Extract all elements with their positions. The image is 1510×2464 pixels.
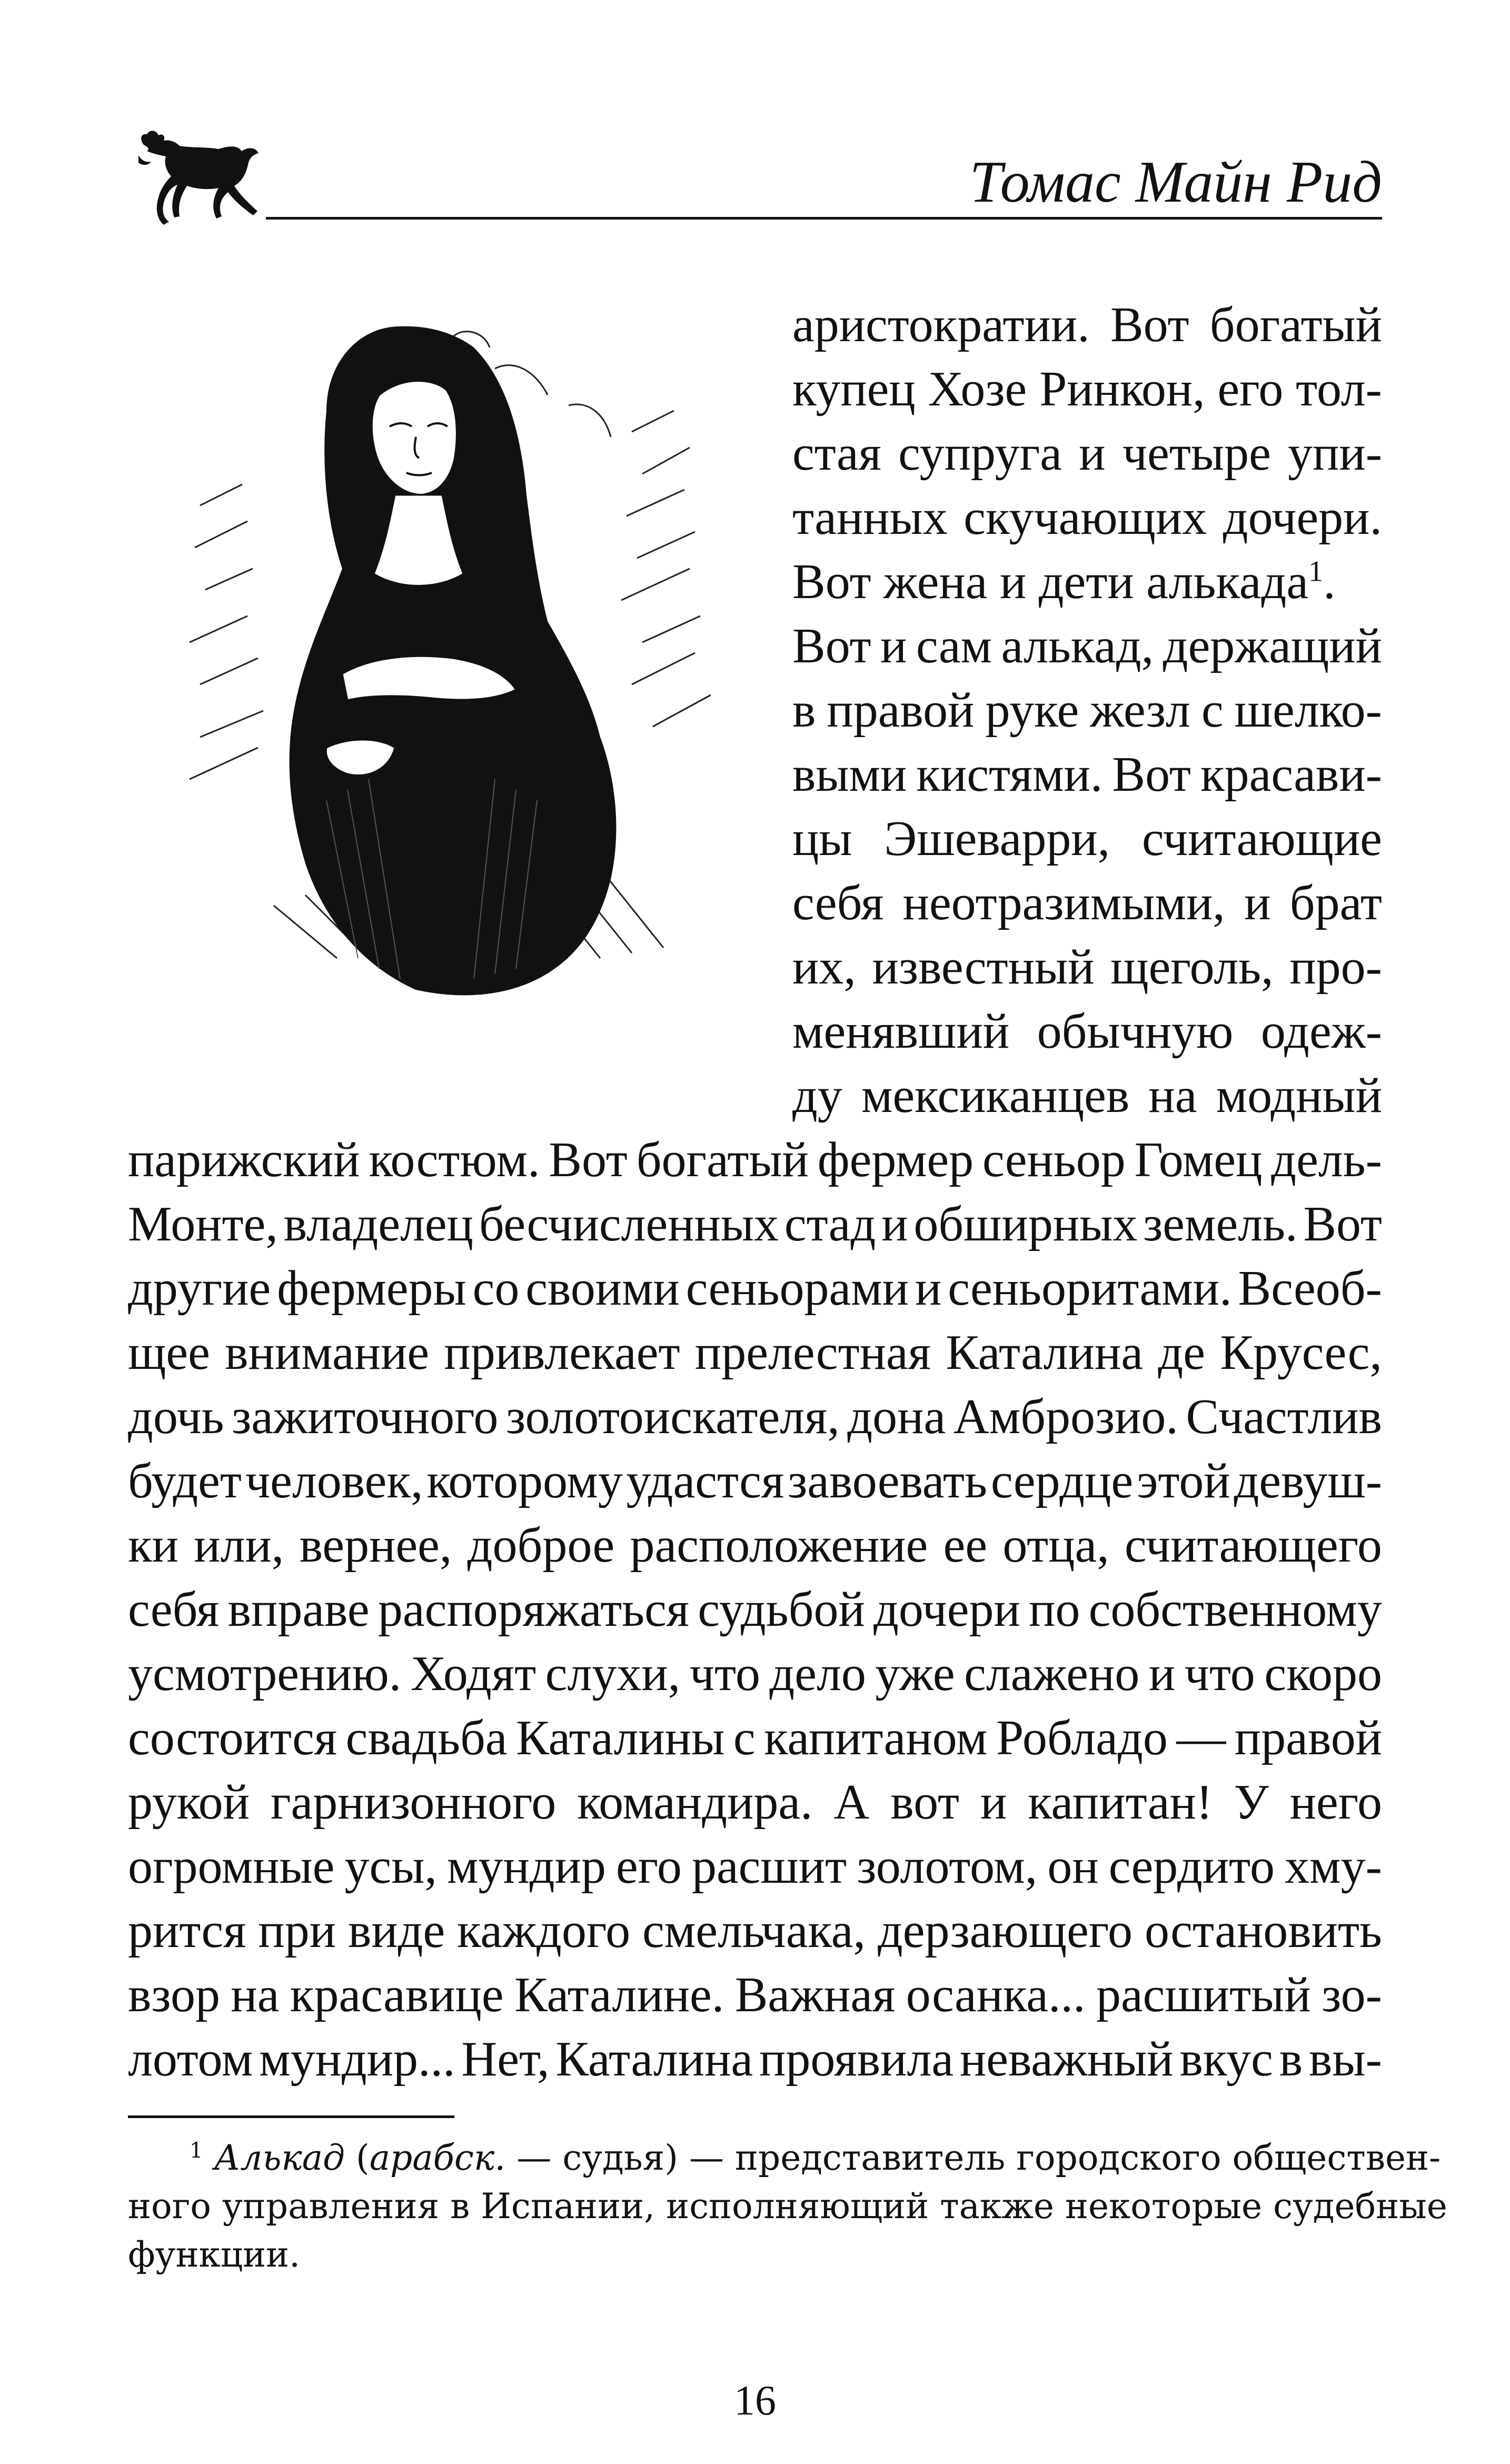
- text-line: лотом мундир... Нет, Каталина проявила неважный вкус в вы-: [128, 2032, 1382, 2087]
- text-line: парижский костюм. Вот богатый фермер сеньор Гомец дель-: [128, 1132, 1382, 1187]
- footnote-line: $^1$ Алькад (арабск. — судья) — представитель городского обществен-: [190, 2138, 1441, 2178]
- header-rule: [266, 217, 1382, 220]
- text-line: Монте, владелец бесчисленных стад и обширных земель. Вот: [128, 1197, 1382, 1251]
- text-line: рится при виде каждого смельчака, дерзающего остановить: [128, 1903, 1382, 1958]
- text-line: ду мексиканцев на модный: [792, 1068, 1382, 1123]
- footnote-line: ного управления в Испании, исполняющий также некоторые судебные: [128, 2186, 1447, 2227]
- text-line: ки или, вернее, доброе расположение ее отца, считающего: [128, 1518, 1382, 1573]
- woman-in-shawl-illustration: [168, 274, 748, 1021]
- text-line: Вот и сам алькад, держащий: [792, 619, 1382, 673]
- text-line: менявший обычную одеж-: [792, 1004, 1382, 1059]
- text-line: цы Эшеварри, считающие: [792, 811, 1382, 866]
- text-line: танных скучающих дочери.: [792, 490, 1382, 545]
- text-line: рукой гарнизонного командира. А вот и капитан! У него: [128, 1775, 1382, 1830]
- text-line: стая супруга и четыре упи-: [792, 426, 1382, 481]
- footnote-line: функции.: [128, 2234, 301, 2275]
- text-line: усмотрению. Ходят слухи, что дело уже слажено и что скоро: [128, 1646, 1382, 1701]
- text-line: себя вправе распоряжаться судьбой дочери по собственному: [128, 1582, 1382, 1637]
- text-line: будет человек, которому удастся завоевать сердце этой девуш-: [128, 1454, 1382, 1508]
- text-line: в правой руке жезл с шелко-: [792, 683, 1382, 738]
- text-line: другие фермеры со своими сеньорами и сеньоритами. Всеоб-: [128, 1261, 1382, 1316]
- horse-emblem-icon: [129, 124, 266, 229]
- text-line-with-footnote-ref: Вот жена и дети алькада$^1$.: [792, 554, 1336, 609]
- running-head-author: Томас Майн Рид: [969, 150, 1382, 215]
- text-line: состоится свадьба Каталины с капитаном Робладо — правой: [128, 1711, 1382, 1765]
- text-line: купец Хозе Ринкон, его тол-: [792, 362, 1382, 416]
- text-line: огромные усы, мундир его расшит золотом, он сердито хму-: [128, 1839, 1382, 1894]
- footnote-reference: 1: [1308, 555, 1324, 588]
- text-line: выми кистями. Вот красави-: [792, 747, 1382, 802]
- text-line: взор на красавице Каталине. Важная осанка... расшитый зо-: [128, 1968, 1382, 2022]
- page-number: 16: [734, 2378, 776, 2424]
- text-line: щее внимание привлекает прелестная Каталина де Крусес,: [128, 1325, 1382, 1380]
- text-line: их, известный щеголь, про-: [792, 940, 1382, 995]
- text-line: дочь зажиточного золотоискателя, дона Амброзио. Счастлив: [128, 1389, 1382, 1444]
- text-line: аристократии. Вот богатый: [792, 297, 1382, 352]
- footnote-rule: [128, 2115, 454, 2118]
- text-line: себя неотразимыми, и брат: [792, 876, 1382, 930]
